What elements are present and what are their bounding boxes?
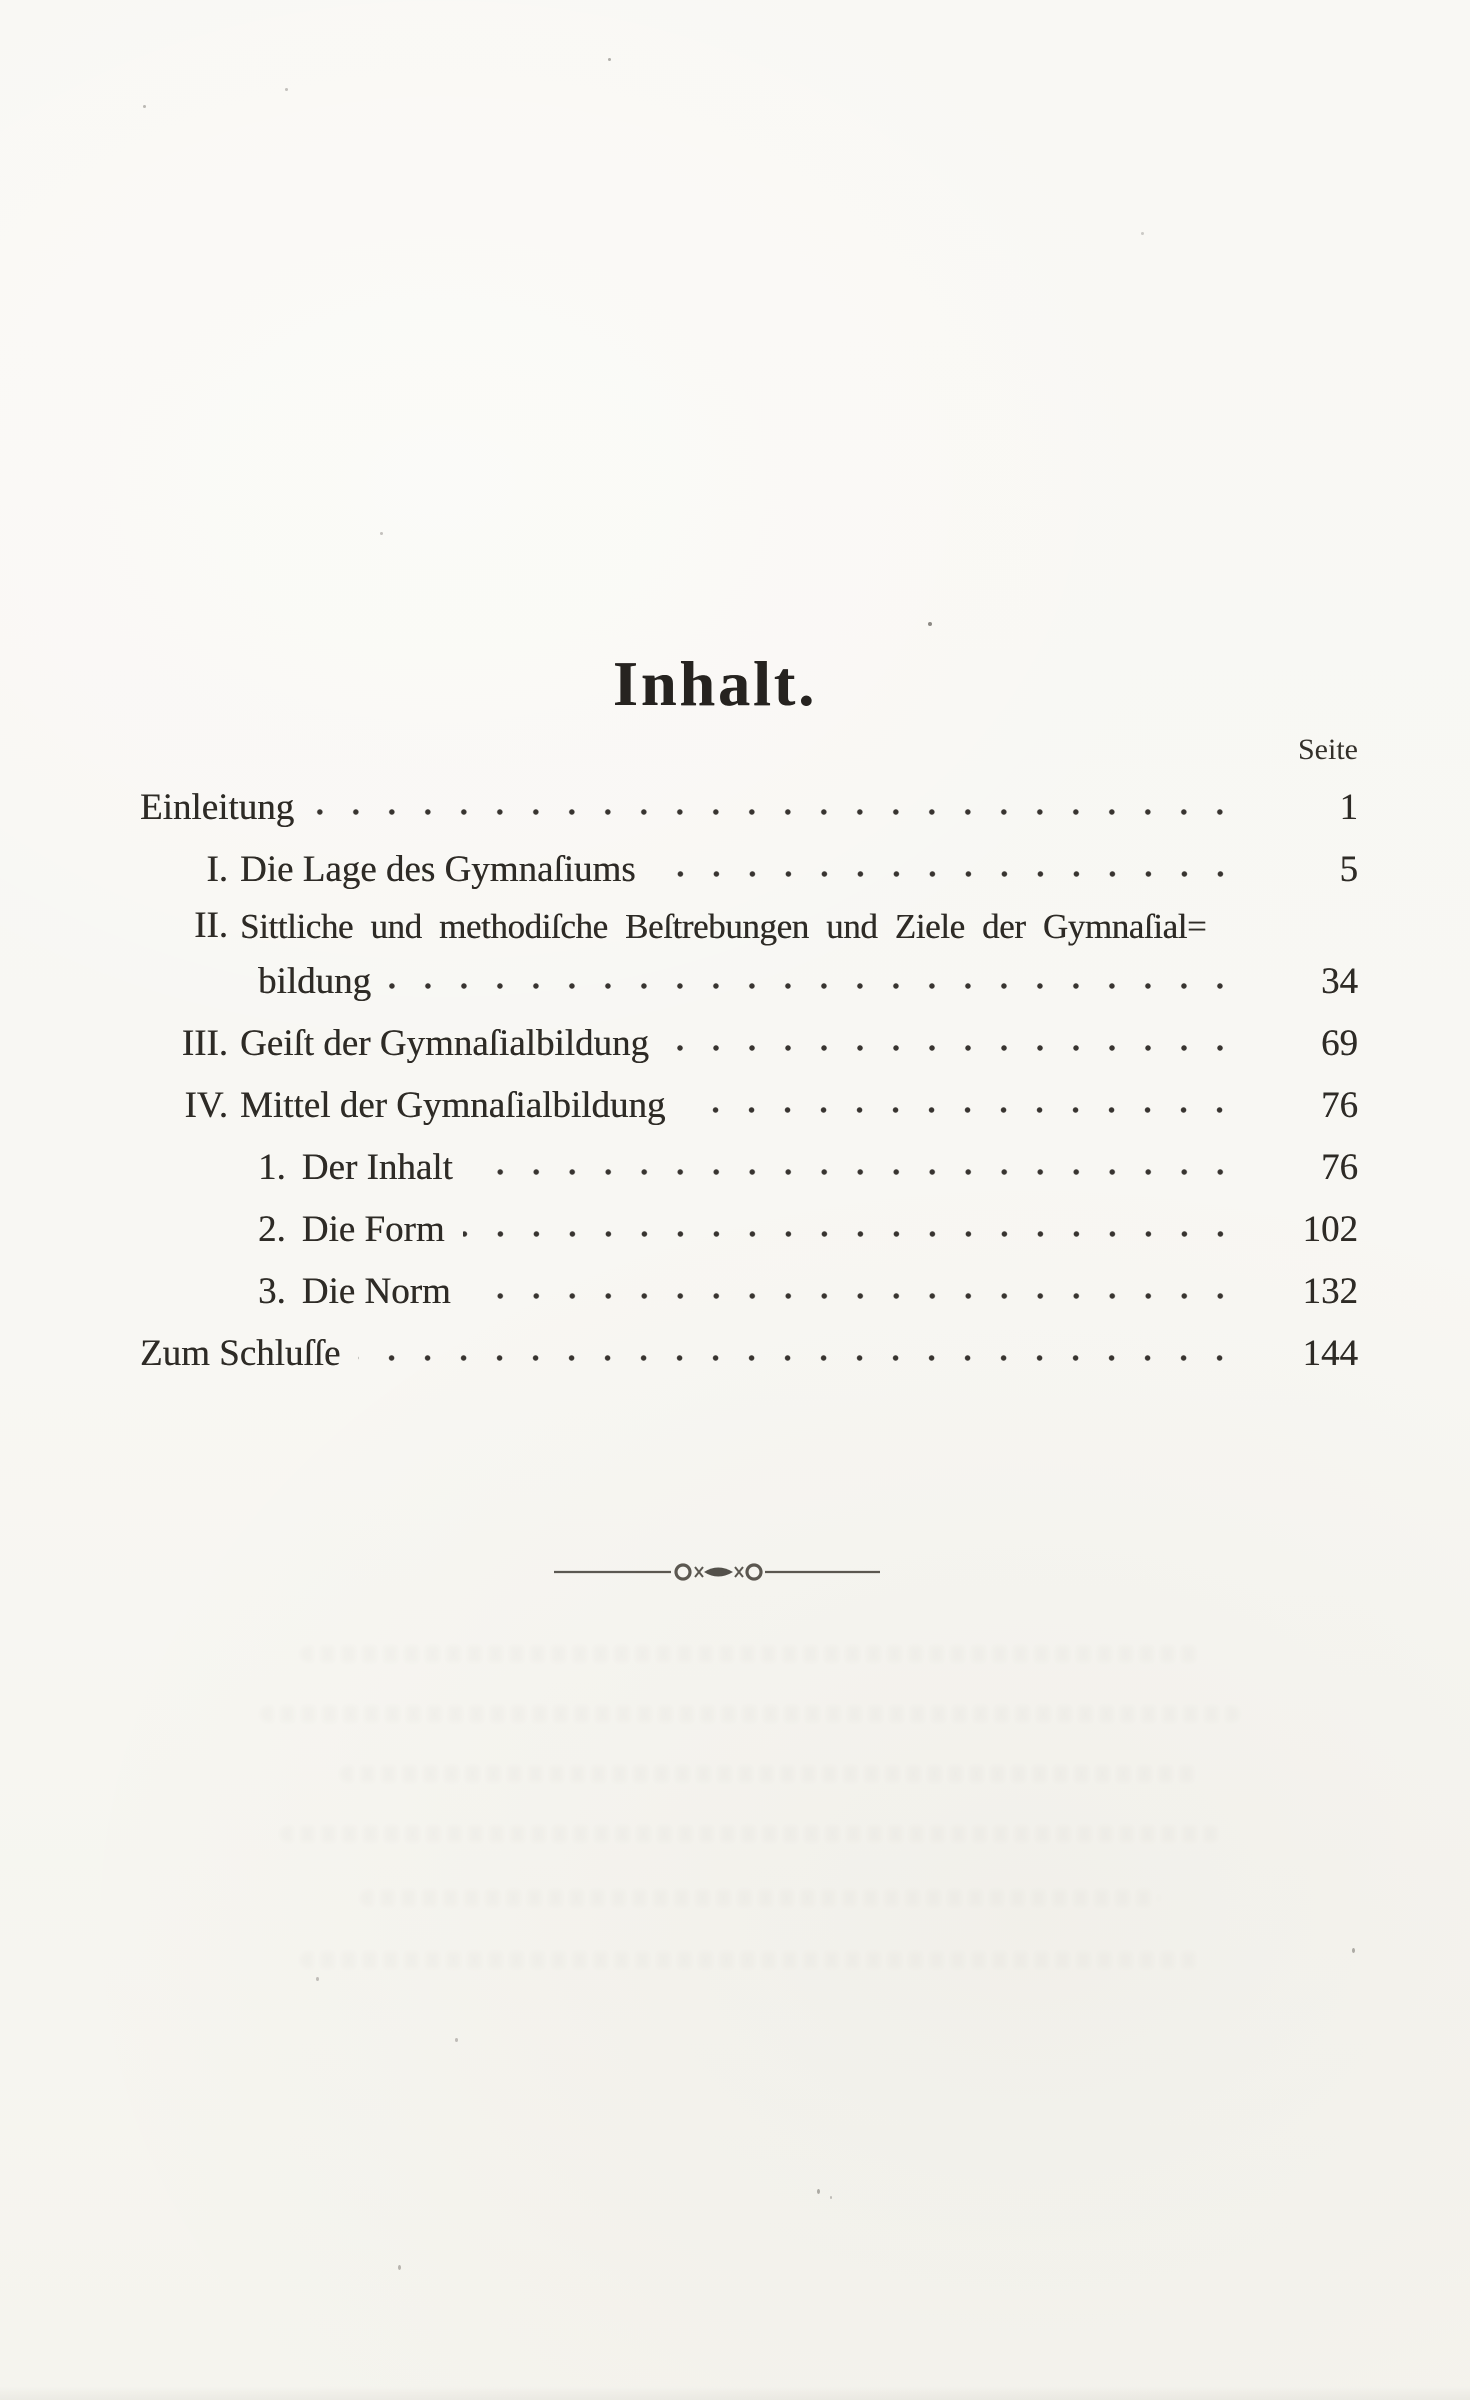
entry-label: Die Form (301, 1209, 445, 1250)
page-column-header: Seite (1298, 733, 1358, 766)
entry-page-number: 144 (1302, 1333, 1358, 1374)
bleed-through (300, 1646, 1200, 1662)
entry-numeral: 2. (258, 1209, 286, 1250)
paper-speck (830, 2196, 832, 2199)
entry-label: Einleitung (140, 787, 295, 828)
dot-leader (312, 772, 1240, 826)
entry-label: Mittel der Gymnaſialbildung (240, 1085, 666, 1126)
entry-page-number: 76 (1321, 1147, 1358, 1188)
page-title: Inhalt. (612, 648, 818, 719)
dot-leader (463, 1194, 1240, 1248)
entry-numeral: II. (194, 905, 228, 946)
toc-subentry-2 (140, 1194, 1358, 1256)
entry-page-number: 76 (1321, 1085, 1358, 1126)
paper-speck (143, 105, 146, 108)
entry-numeral: IV. (184, 1085, 228, 1126)
divider-ornament (552, 1550, 882, 1594)
paper-speck (608, 58, 611, 61)
toc-subentry-3 (140, 1256, 1358, 1318)
entry-page-number: 34 (1321, 961, 1358, 1002)
dot-leader (471, 1132, 1240, 1186)
paper-speck (928, 622, 932, 626)
paper-speck (455, 2038, 458, 2042)
toc-entry-einleitung (140, 772, 1358, 834)
bleed-through (340, 1766, 1200, 1782)
entry-page-number: 69 (1321, 1023, 1358, 1064)
toc-entry-ii-line1 (140, 896, 1358, 952)
entry-numeral: III. (181, 1023, 228, 1064)
paper-speck (398, 2265, 401, 2270)
paper-speck (1141, 232, 1144, 235)
toc-entry-iii (140, 1008, 1358, 1070)
paper-speck (817, 2189, 820, 2194)
dot-leader (654, 834, 1240, 888)
toc-entry-ii-line2 (140, 952, 1358, 1008)
bleed-through (280, 1826, 1220, 1842)
entry-page-number: 5 (1339, 849, 1358, 890)
entry-label-continuation: bildung (258, 961, 372, 1002)
entry-label: Die Lage des Gymnaſiums (240, 849, 636, 890)
paper-speck (285, 88, 288, 91)
scan-edge-shadow (0, 2386, 1470, 2400)
entry-label: Zum Schluſſe (140, 1333, 341, 1374)
table-of-contents (140, 772, 1358, 1380)
entry-label: Geiſt der Gymnaſialbildung (240, 1023, 649, 1064)
toc-subentry-1 (140, 1132, 1358, 1194)
dot-leader (358, 1318, 1240, 1372)
entry-page-number: 1 (1339, 787, 1358, 828)
entry-numeral: I. (206, 849, 228, 890)
entry-page-number: 132 (1302, 1271, 1358, 1312)
toc-entry-schluss (140, 1318, 1358, 1380)
bleed-through (300, 1952, 1200, 1968)
entry-label: Sittliche und methodiſche Beſtrebungen und Ziele der Gymnaſial= (240, 907, 1207, 946)
bleed-through (260, 1706, 1240, 1722)
bleed-through (360, 1890, 1160, 1906)
dot-leader (667, 1008, 1240, 1062)
toc-entry-iv (140, 1070, 1358, 1132)
paper-speck (1352, 1948, 1355, 1953)
toc-entry-i (140, 834, 1358, 896)
entry-page-number: 102 (1302, 1209, 1358, 1250)
paper-speck (316, 1977, 319, 1981)
dot-leader (683, 1070, 1240, 1124)
dot-leader (389, 952, 1240, 1000)
entry-label: Der Inhalt (301, 1147, 453, 1188)
entry-numeral: 1. (258, 1147, 286, 1188)
entry-label: Die Norm (301, 1271, 451, 1312)
entry-numeral: 3. (258, 1271, 286, 1312)
paper-speck (380, 532, 383, 535)
dot-leader (469, 1256, 1240, 1310)
